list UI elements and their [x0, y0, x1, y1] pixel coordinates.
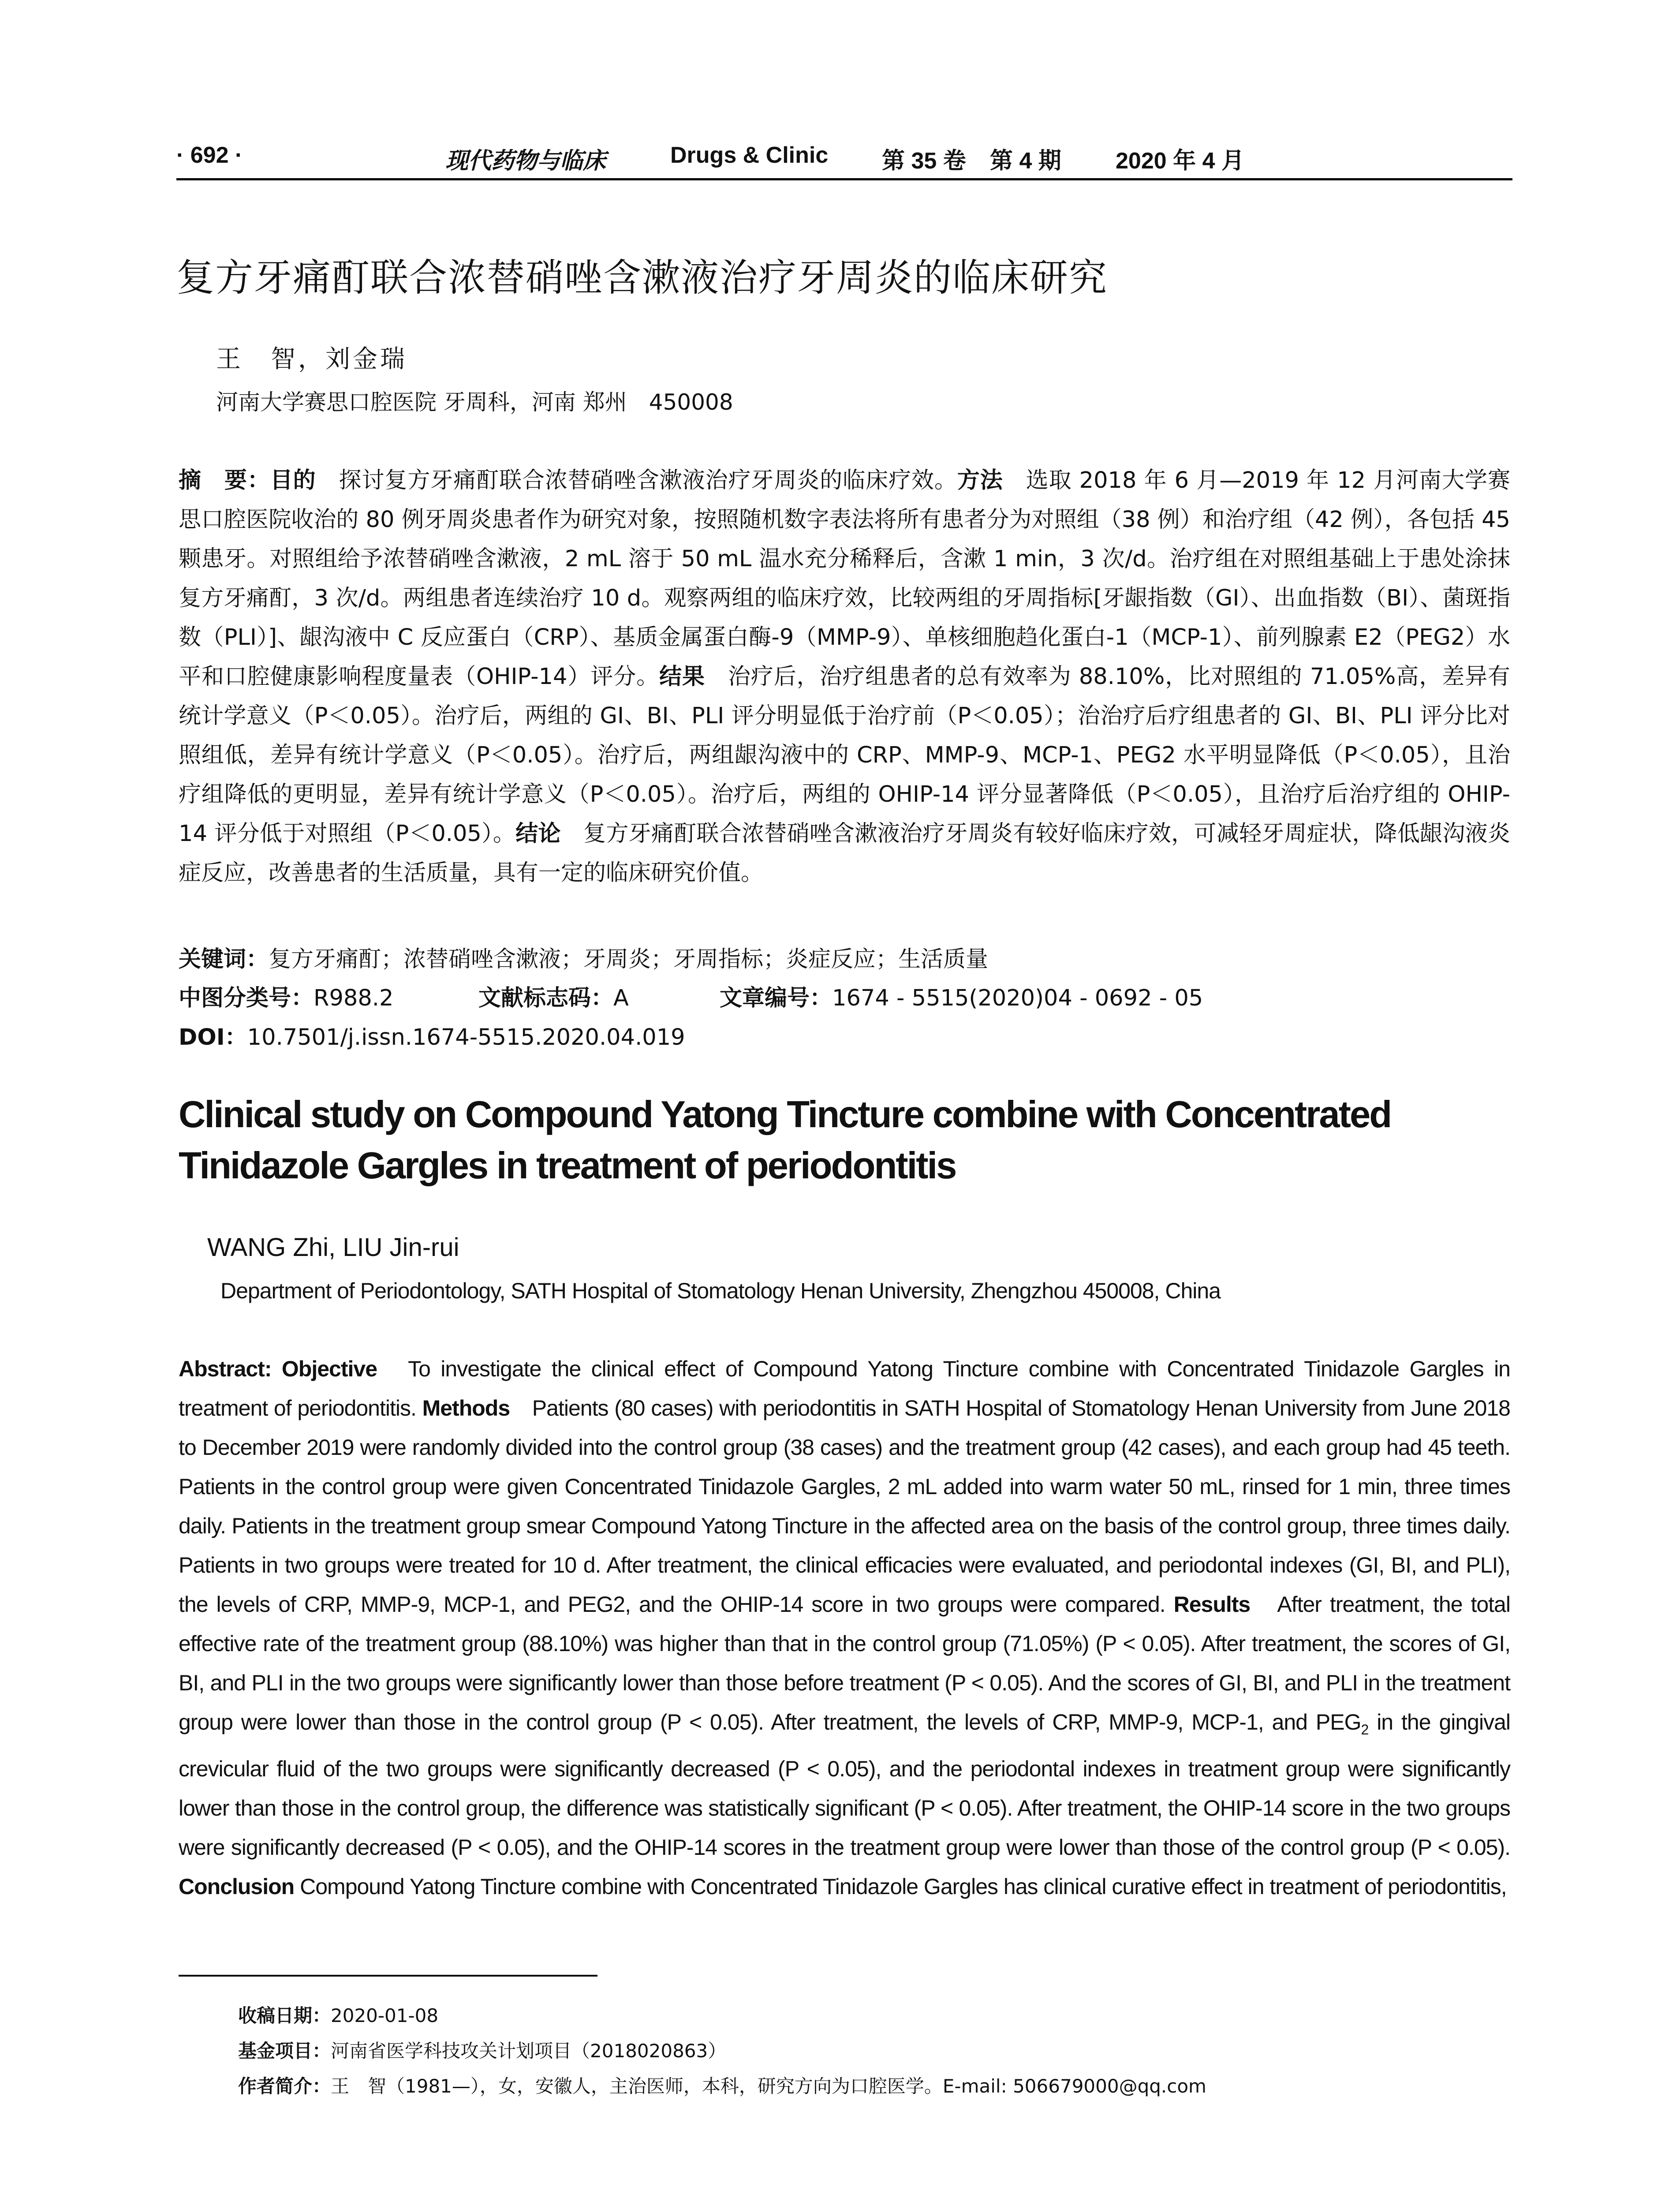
volume: 第 35 卷	[882, 148, 966, 174]
results-label-en: Results	[1173, 1592, 1251, 1617]
doi-label: DOI：	[179, 1024, 247, 1050]
issue: 第 4 期	[990, 148, 1061, 174]
keywords-cn	[179, 941, 988, 973]
results-label-cn: 结果	[659, 664, 705, 690]
methods-label-cn: 方法	[957, 467, 1003, 493]
results-text-en-2: in the gingival crevicular fluid of the two groups were significantly decreased (P < 0.05), and the periodontal indexes in treatment group were significantly lower than those in the control group, the difference was statistically significant (P < 0.05). After treatment, the OHIP-14 score in the two groups were significantly decreased (P < 0.05), and the OHIP-14 scores in the treatment group were lower than those of the control group (P < 0.05).	[179, 1710, 1510, 1860]
article-no-line	[720, 979, 1203, 1012]
footnote-received	[238, 2001, 438, 2028]
article-no-label: 文章编号：	[720, 985, 833, 1011]
author-bio-label: 作者简介：	[238, 2075, 331, 2097]
keywords-label: 关键词：	[179, 946, 269, 972]
objective-label-en: Objective	[281, 1357, 377, 1381]
authors-en: WANG Zhi, LIU Jin-rui	[207, 1233, 459, 1262]
clc-line	[179, 979, 393, 1012]
objective-label-cn: 目的	[270, 467, 316, 493]
clc-value: R988.2	[314, 985, 394, 1011]
conclusion-label-en: Conclusion	[179, 1874, 295, 1899]
affiliation-en: Department of Periodontology, SATH Hospital of Stomatology Henan University, Zhengzhou 450008, China	[220, 1278, 1221, 1303]
received-label: 收稿日期：	[238, 2005, 331, 2026]
methods-label-en: Methods	[422, 1396, 510, 1420]
methods-text-cn: 选取 2018 年 6 月—2019 年 12 月河南大学赛思口腔医院收治的 80 例牙周炎患者作为研究对象，按照随机数字表法将所有患者分为对照组（38 例）和治疗组（42 例），各包括 45 颗患牙。对照组给予浓替硝唑含漱液，2 mL 溶于 50 mL 温水充分稀释后，含漱 1 min，3 次/d。治疗组在对照组基础上于患处涂抹复方牙痛酊，3 次/d。两组患者连续治疗 10 d。观察两组的临床疗效，比较两组的牙周指标[牙龈指数（GI）、出血指数（BI）、菌斑指数（PLI）]、龈沟液中 C 反应蛋白（CRP）、基质金属蛋白酶-9（MMP-9）、单核细胞趋化蛋白-1（MCP-1）、前列腺素 E2（PEG2）水平和口腔健康影响程度量表（OHIP-14）评分。	[179, 467, 1510, 690]
received-date: 2020-01-08	[331, 2005, 439, 2026]
methods-text-en: Patients (80 cases) with periodontitis in SATH Hospital of Stomatology Henan University from June 2018 to December 2019 were randomly divided into the control group (38 cases) and the treatment group (42 cases), and each group had 45 teeth. Patients in the control group were given Concentrated Tinidazole Gargles, 2 mL added into warm water 50 mL, rinsed for 1 min, three times daily. Patients in the treatment group smear Compound Yatong Tincture in the affected area on the basis of the control group, three times daily. Patients in two groups were treated for 10 d. After treatment, the clinical efficacies were evaluated, and periodontal indexes (GI, BI, and PLI), the levels of CRP, MMP-9, MCP-1, and PEG2, and the OHIP-14 score in two groups were compared.	[179, 1396, 1510, 1617]
journal-name-en: Drugs & Clinic	[670, 142, 829, 168]
header-rule	[176, 178, 1512, 180]
objective-text-cn: 探讨复方牙痛酊联合浓替硝唑含漱液治疗牙周炎的临床疗效。	[316, 467, 957, 493]
abstract-label-en: Abstract:	[179, 1357, 272, 1381]
conclusion-text-cn: 复方牙痛酊联合浓替硝唑含漱液治疗牙周炎有较好临床疗效，可减轻牙周症状，降低龈沟液炎症反应，改善患者的生活质量，具有一定的临床研究价值。	[179, 821, 1510, 886]
keywords-text: 复方牙痛酊；浓替硝唑含漱液；牙周炎；牙周指标；炎症反应；生活质量	[269, 946, 989, 972]
results-subscript: 2	[1361, 1722, 1369, 1738]
footnote-rule	[179, 1975, 597, 1977]
footnote-author	[238, 2072, 1206, 2098]
abstract-en	[179, 1349, 1510, 1906]
abstract-cn	[179, 461, 1510, 893]
conclusion-text-en: Compound Yatong Tincture combine with Concentrated Tinidazole Gargles has clinical curative effect in treatment of periodontitis,	[300, 1874, 1507, 1899]
abstract-label-cn: 摘 要：	[179, 467, 270, 493]
article-no-value: 1674 - 5515(2020)04 - 0692 - 05	[832, 985, 1203, 1011]
article-title-en: Clinical study on Compound Yatong Tincture combine with Concentrated Tinidazole Gargles in treatment of periodontitis	[179, 1094, 1391, 1187]
fund-text: 河南省医学科技攻关计划项目（2018020863）	[331, 2040, 727, 2062]
clc-label: 中图分类号：	[179, 985, 314, 1011]
objective-text-en: To investigate the clinical effect of Compound Yatong Tincture combine with Concentrated Tinidazole Gargles in treatment of periodontitis.	[179, 1357, 1510, 1420]
doc-code-value: A	[613, 985, 629, 1011]
results-text-cn: 治疗后，治疗组患者的总有效率为 88.10%，比对照组的 71.05%高，差异有统计学意义（P＜0.05）。治疗后，两组的 GI、BI、PLI 评分明显低于治疗前（P＜0.05）；治治疗后疗组患者的 GI、BI、PLI 评分比对照组低，差异有统计学意义（P＜0.05）。治疗后，两组龈沟液中的 CRP、MMP-9、MCP-1、PEG2 水平明显降低（P＜0.05），且治疗组降低的更明显，差异有统计学意义（P＜0.05）。治疗后，两组的 OHIP-14 评分显著降低（P＜0.05），且治疗后治疗组的 OHIP-14 评分低于对照组（P＜0.05）。	[179, 664, 1510, 847]
doi-value: 10.7501/j.issn.1674-5515.2020.04.019	[247, 1024, 685, 1050]
issue-date: 2020 年 4 月	[1116, 148, 1244, 174]
authors-cn: 王 智，刘金瑞	[216, 345, 407, 374]
conclusion-label-cn: 结论	[515, 821, 561, 847]
doi-line	[179, 1019, 685, 1051]
doc-code-label: 文献标志码：	[478, 985, 614, 1011]
author-bio-text: 王 智（1981—），女，安徽人，主治医师，本科，研究方向为口腔医学。E-mail: 506679000@qq.com	[331, 2075, 1206, 2097]
results-text-en-1: After treatment, the total effective rate of the treatment group (88.10%) was higher than that in the control group (71.05%) (P < 0.05). After treatment, the scores of GI, BI, and PLI in the two groups were significantly lower than those before treatment (P < 0.05). And the scores of GI, BI, and PLI in the treatment group were lower than those in the control group (P < 0.05). After treatment, the levels of CRP, MMP-9, MCP-1, and PEG	[179, 1592, 1510, 1734]
affiliation-cn: 河南大学赛思口腔医院 牙周科，河南 郑州 450008	[216, 389, 733, 415]
article-title-cn: 复方牙痛酊联合浓替硝唑含漱液治疗牙周炎的临床研究	[176, 256, 1108, 300]
doc-code-line	[478, 979, 629, 1012]
journal-name-cn: 现代药物与临床	[445, 147, 606, 174]
page-number: · 692 ·	[176, 142, 243, 168]
fund-label: 基金项目：	[238, 2040, 331, 2062]
footnote-fund	[238, 2037, 726, 2063]
